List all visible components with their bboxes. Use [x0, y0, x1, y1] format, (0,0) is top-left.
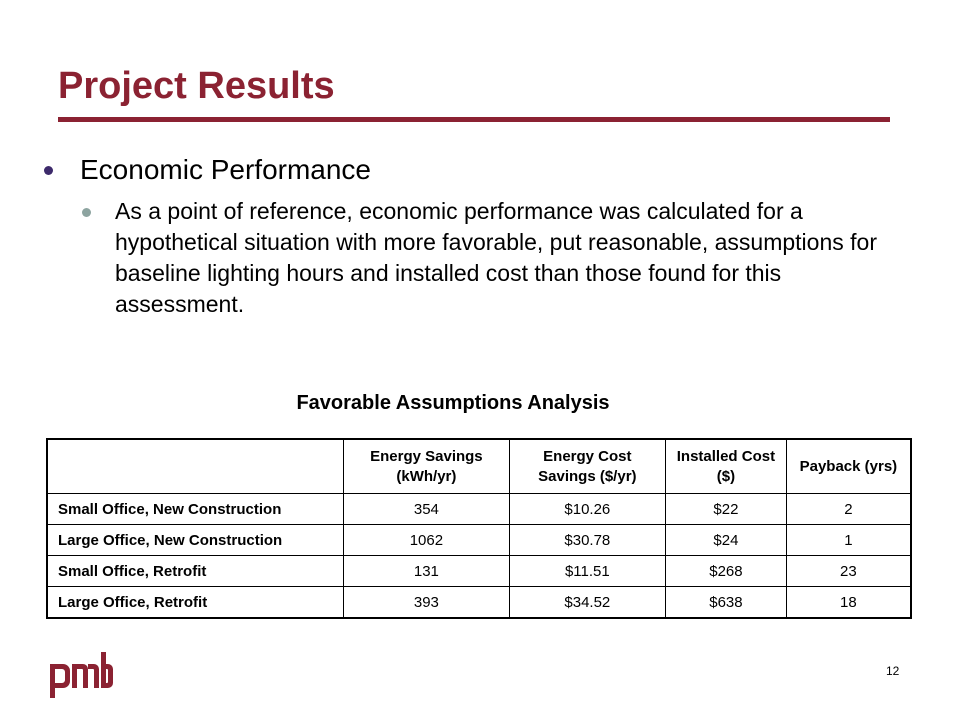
row-label: Large Office, Retrofit: [47, 587, 344, 619]
cell-energy-savings: 131: [344, 556, 509, 587]
row-label: Small Office, New Construction: [47, 494, 344, 525]
header-cell-empty: [47, 439, 344, 494]
cell-energy-cost-savings: $30.78: [509, 525, 665, 556]
cell-installed-cost: $638: [666, 587, 787, 619]
table-title: Favorable Assumptions Analysis: [296, 392, 610, 414]
cell-installed-cost: $24: [666, 525, 787, 556]
bullet-level1-text: Economic Performance: [80, 154, 372, 185]
pmb-logo-icon: [48, 650, 114, 700]
row-label: Large Office, New Construction: [47, 525, 344, 556]
cell-energy-cost-savings: $34.52: [509, 587, 665, 619]
row-label: Small Office, Retrofit: [47, 556, 344, 587]
cell-payback: 18: [786, 587, 911, 619]
bullet-level2-text: As a point of reference, economic performance was calculated for a hypothetical situation with more favorable, put reasonable, assumptions for baseline lighting hours and installed cost than those found for this assessment.: [115, 198, 877, 317]
table-row: [47, 494, 911, 525]
bullet-level2: [82, 196, 922, 320]
table-row: [47, 587, 911, 619]
page-number: 12: [886, 664, 900, 678]
table-row: [47, 525, 911, 556]
results-table: [46, 438, 912, 619]
sub-bullet-dot-icon: [82, 208, 91, 217]
cell-energy-savings: 393: [344, 587, 509, 619]
table-row: [47, 556, 911, 587]
cell-energy-savings: 1062: [344, 525, 509, 556]
cell-energy-savings: 354: [344, 494, 509, 525]
bullet-dot-icon: [44, 166, 53, 175]
header-installed-cost: Installed Cost ($): [666, 439, 787, 494]
bullet-level1: [44, 152, 924, 188]
header-energy-savings: Energy Savings (kWh/yr): [344, 439, 509, 494]
header-energy-cost-savings: Energy Cost Savings ($/yr): [509, 439, 665, 494]
slide-title: Project Results: [58, 65, 335, 107]
title-underline: [58, 117, 890, 122]
header-payback: Payback (yrs): [786, 439, 911, 494]
cell-energy-cost-savings: $11.51: [509, 556, 665, 587]
cell-payback: 2: [786, 494, 911, 525]
cell-payback: 23: [786, 556, 911, 587]
cell-installed-cost: $268: [666, 556, 787, 587]
cell-installed-cost: $22: [666, 494, 787, 525]
cell-payback: 1: [786, 525, 911, 556]
cell-energy-cost-savings: $10.26: [509, 494, 665, 525]
table-header-row: [47, 439, 911, 494]
